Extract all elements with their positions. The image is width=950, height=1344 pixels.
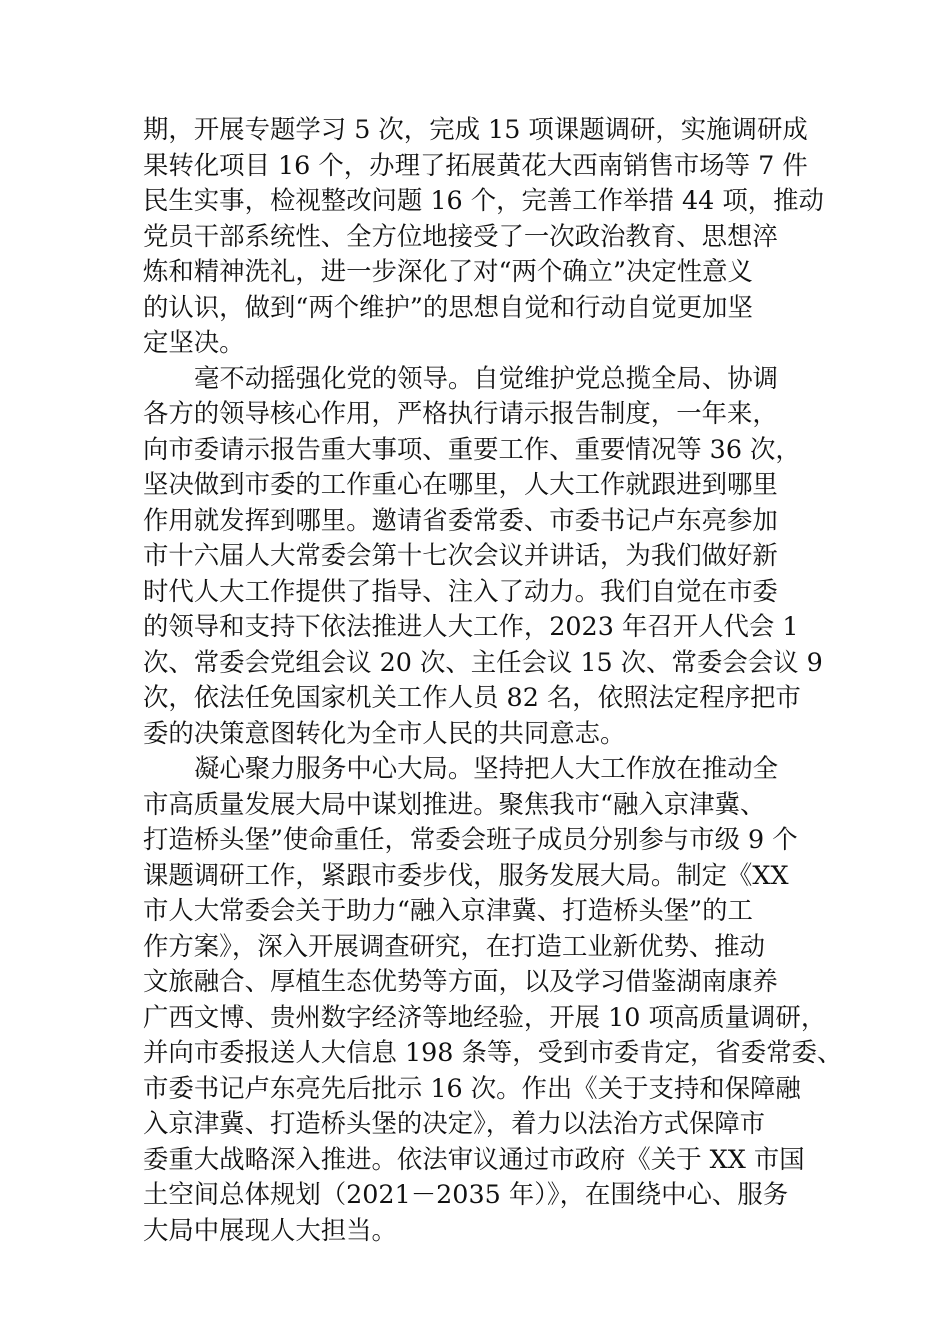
text-line: 向市委请示报告重大事项、重要工作、重要情况等 36 次， [143,433,801,464]
paragraph-party-leadership [143,361,823,752]
text-line: 文旅融合、厚植生态优势等方面，以及学习借鉴湖南康养 [143,966,778,996]
paragraph-continuation [143,112,824,361]
text-line: 的认识，做到“两个维护”的思想自觉和行动自觉更加坚 [143,291,753,322]
text-line: 大局中展现人大担当。 [143,1214,397,1245]
text-line: 党员干部系统性、全方位地接受了一次政治教育、思想淬 [143,220,778,251]
text-line: 课题调研工作，紧跟市委步伐，服务发展大局。制定《XX [143,859,789,890]
text-line: 并向市委报送人大信息 198 条等，受到市委肯定，省委常委、 [143,1037,843,1067]
text-line: 次、常委会党组会议 20 次、主任会议 15 次、常委会会议 9 [143,646,823,677]
text-line: 委的决策意图转化为全市人民的共同意志。 [143,717,626,748]
text-line: 炼和精神洗礼，进一步深化了对“两个确立”决定性意义 [143,256,753,286]
text-line: 市人大常委会关于助力“融入京津冀、打造桥头堡”的工 [143,895,753,925]
text-line: 民生实事，检视整改问题 16 个，完善工作举措 44 项，推动 [143,185,824,215]
text-line: 作用就发挥到哪里。邀请省委常委、市委书记卢东亮参加 [143,504,778,535]
text-line: 次，依法任免国家机关工作人员 82 名，依照法定程序把市 [143,682,801,712]
text-line: 委重大战略深入推进。依法审议通过市政府《关于 XX 市国 [143,1143,805,1174]
text-line: 毫不动摇强化党的领导。自觉维护党总揽全局、协调 [194,362,778,393]
text-line: 市委书记卢东亮先后批示 16 次。作出《关于支持和保障融 [143,1072,801,1103]
text-line: 市高质量发展大局中谋划推进。聚焦我市“融入京津冀、 [143,788,766,819]
text-line: 各方的领导核心作用，严格执行请示报告制度，一年来， [143,398,778,428]
text-line: 定坚决。 [143,327,245,357]
paragraph-serve-central-tasks [143,751,843,1248]
text-line: 果转化项目 16 个，办理了拓展黄花大西南销售市场等 7 件 [143,149,808,180]
text-line: 凝心聚力服务中心大局。坚持把人大工作放在推动全 [194,753,778,783]
text-line: 期，开展专题学习 5 次，完成 15 项课题调研，实施调研成 [143,114,808,144]
text-line: 打造桥头堡”使命重任，常委会班子成员分别参与市级 9 个 [143,824,798,854]
text-line: 作方案》，深入开展调查研究，在打造工业新优势、推动 [143,930,766,961]
document-body [143,112,843,1248]
text-line: 广西文博、贵州数字经济等地经验，开展 10 项高质量调研， [143,1001,827,1032]
text-line: 入京津冀、打造桥头堡的决定》，着力以法治方式保障市 [143,1108,766,1138]
text-line: 土空间总体规划（2021－2035 年）》，在围绕中心、服务 [143,1179,789,1209]
text-line: 坚决做到市委的工作重心在哪里，人大工作就跟进到哪里 [143,469,778,499]
text-line: 时代人大工作提供了指导、注入了动力。我们自觉在市委 [143,575,778,606]
text-line: 市十六届人大常委会第十七次会议并讲话，为我们做好新 [143,540,778,570]
text-line: 的领导和支持下依法推进人大工作，2023 年召开人代会 1 [143,611,799,641]
